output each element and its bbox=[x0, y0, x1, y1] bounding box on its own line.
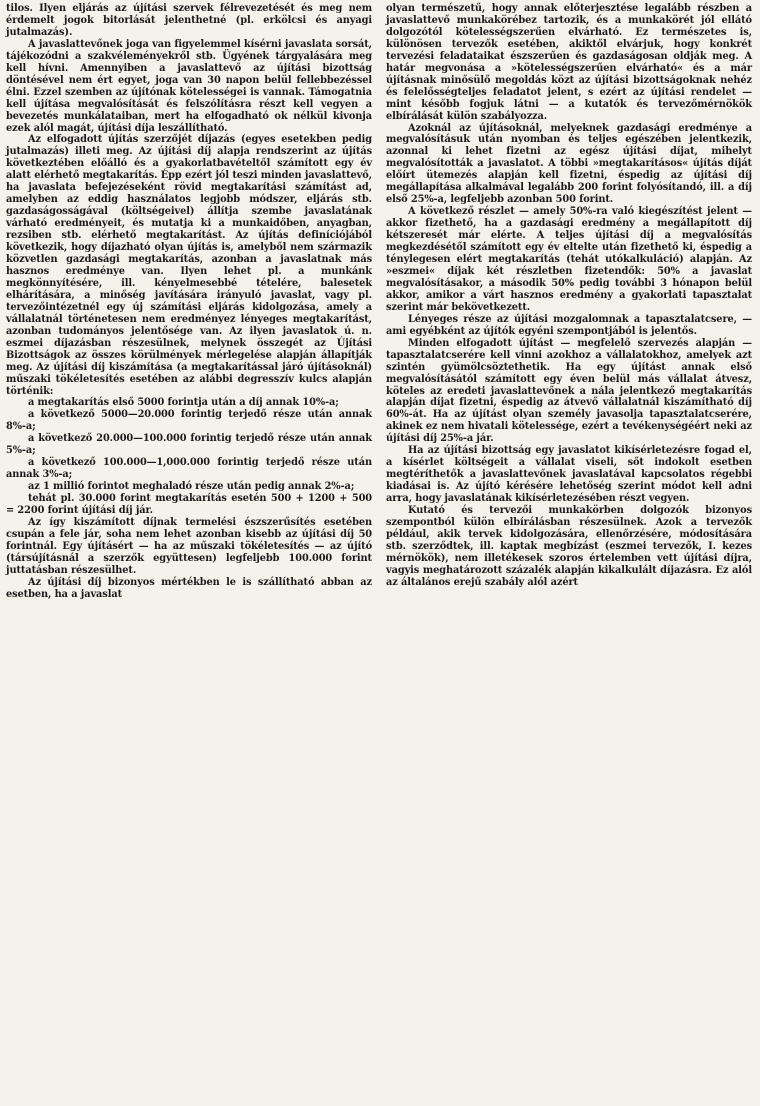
paragraph: a következő 5000—20.000 forintig terjedő része után annak 8%-a; bbox=[6, 409, 372, 433]
paragraph: tehát pl. 30.000 forint megtakarítás esetén 500 + 1200 + 500 = 2200 forint újítási díj jár. bbox=[6, 493, 372, 517]
paragraph: Az így kiszámított díjnak termelési észszerűsítés esetében csupán a fele jár, soha nem lehet azonban kisebb az újítási díj 50 forintnál. Egy újításért — ha az műszaki tökéletesítés — az újító (társújításnál a szerzők együttesen) legfeljebb 100.000 forint juttatásban részesülhet. bbox=[6, 516, 372, 576]
right-column bbox=[386, 3, 752, 1106]
paragraph: Minden elfogadott újítást — megfelelő szervezés alapján — tapasztalatcserére kell vinni azokhoz a vállalatokhoz, amelyek azt szintén gyümölcsöztethetik. Ha egy újítást annak első megvalósításától számított egy éven belül más vállalat átvesz, köteles az eredeti javaslattevőnek a nála jelentkező megtakarítás alapján díjat fizetni, éspedig az átvevő vállalatnál kiszámítható díj 60%-át. Ha az újítást olyan személy javasolja tapasztalatcserére, akinek ez nem hivatali kötelessége, ezért a tevékenységéért neki az újítási díj 25%-a jár. bbox=[386, 337, 752, 445]
paragraph: Kutató és tervezői munkakörben dolgozók bizonyos szempontból külön elbírálásban részesülnek. Azok a tervezők például, akik tervek kidolgozására, ellenőrzésére, módosítására stb. szerződtek, ill. kaptak megbízást (eszmei tervezők, I. kezes mérnökök), nem illetékesek szoros értelemben vett újítási díjra, vagyis meghatározott százalék alapján kikalkulált díjazásra. Ez alól az általános erejű szabály alól azért bbox=[386, 505, 752, 588]
paragraph: Az újítási díj bizonyos mértékben le is szállítható abban az esetben, ha a javaslat bbox=[6, 576, 372, 600]
paragraph: a következő 100.000—1,000.000 forintig terjedő része után annak 3%-a; bbox=[6, 457, 372, 481]
paragraph: a megtakarítás első 5000 forintja után a díj annak 10%-a; bbox=[28, 397, 339, 409]
paragraph: Lényeges része az újítási mozgalomnak a tapasztalatcsere, — ami egyébként az újítók egyéni szempontjából is jelentős. bbox=[386, 313, 752, 337]
paragraph: tilos. Ilyen eljárás az újítási szervek félrevezetését és meg nem érdemelt jogok bitorlását jelenthetné (pl. erkölcsi és anyagi jutalmazás). bbox=[6, 3, 372, 38]
paragraph: Ha az újítási bizottság egy javaslatot kikísérletezésre fogad el, a kísérlet költségeit a vállalat viseli, sőt indokolt esetben megtéríthetők a javaslattevőnek javaslatával kapcsolatos régebbi kiadásai is. Az újító kérésére lehetőség szerint módot kell adni arra, hogy javaslatának kikísérletezésében részt vegyen. bbox=[386, 445, 752, 505]
paragraph: a következő 20.000—100.000 forintig terjedő része után annak 5%-a; bbox=[6, 433, 372, 457]
paragraph: Azoknál az újításoknál, melyeknek gazdasági eredménye a megvalósításuk után nyomban és teljes egészében jelentkezik, azonnal ki lehet fizetni az egész újítási díjat, mihelyt megvalósították a javaslatot. A többi »megtakarításos« újítás díját előírt ütemezés alapján kell fizetni, éspedig az újítási díj megállapítása alkalmával legalább 200 forint folyósítandó, ill. a díj első 25%-a, legfeljebb azonban 500 forint. bbox=[386, 122, 752, 206]
paragraph: A javaslattevőnek joga van figyelemmel kísérni javaslata sorsát, tájékozódni a szakvéleményekről stb. Ügyének tárgyalására meg kell hívni. Amennyiben a javaslattevő az újítási bizottság döntésével nem ért egyet, joga van 30 napon belül fellebbezéssel élni. Ezzel szemben az újítónak kötelességei is vannak. Támogatnia kell újítása megvalósítását és felszólításra részt kell vegyen a bevezetés munkálataiban, mert ha elfogadható ok nélkül kivonja ezek alól magát, újítási díja leszállítható. bbox=[6, 38, 372, 134]
paragraph: olyan természetű, hogy annak előterjesztése legalább részben a javaslattevő munkakörébez tartozik, és a munkakörét jól ellátó dolgozótól kötelességszerűen elvárható. Ez természetes is, különösen tervezők esetében, akiktől elvárjuk, hogy konkrét tervezési feladataikat észszerűen és gazdaságosan oldják meg. A határ megvonása a »kötelességszerűen elvárható« és a már újításnak minősülő megoldás közt az újítási bizottságoknak nehéz és felelősségteljes feladatot jelent, s ezért az újítási rendelet — mint később fogjuk látni — a kutatók és tervezőmérnökök elbírálását külön szabályozza. bbox=[386, 3, 752, 122]
paragraph: az 1 millió forintot meghaladó része után pedig annak 2%-a; bbox=[28, 481, 355, 493]
paragraph: Az elfogadott újítás szerzőjét díjazás (egyes esetekben pedig jutalmazás) illeti meg. Az újítási díj alapja rendszerint az újítás következtében előálló és a gyakorlatbavételtől számított egy év alatt elérhető megtakarítás. Épp ezért jól teszi minden javaslattevő, ha javaslata befejezéseként rövid megtakarítási számítást ad, amelyben az eddig használatos legjobb módszer, eljárás stb. gazdaságosságával (költségeivel) állítja szembe javaslatának várható eredményeit, és mutatja ki a munkaidőben, anyagban, rezsiben stb. elérhető megtakarítást. Az újítás definíciójából következik, hogy díjazható olyan újítás is, amelyből nem származik közvetlen gazdasági megtakarítás, azonban a javaslatnak más hasznos eredménye van. Ilyen lehet pl. a munkánk megkönnyítésére, ill. kényelmesebbé tételére, balesetek elhárítására, a minőség javítására irányuló javaslat, vagy pl. tervezőintézetnél egy új számítási eljárás kidolgozása, amely a vállalatnál történetesen nem eredményez lényeges megtakarítást, azonban tudományos jelentősége van. Az ilyen javaslatok ú. n. eszmei díjazásban részesülnek, melynek összegét az Újítási Bizottságok az összes körülmények mérlegelése alapján állapítják meg. Az újítási díj kiszámítása (a megtakarítással járó újításoknál) műszaki tökéletesítés esetében az alábbi degresszív kulcs alapján történik: bbox=[6, 134, 372, 397]
left-column bbox=[6, 3, 372, 1106]
paragraph: A következő részlet — amely 50%-ra való kiegészítést jelent — akkor fizethető, ha a gazdasági eredmény a megállapított díj kétszeresét már elérte. A teljes újítási díj a megvalósítás megkezdésétől számított egy év eltelte után fizethető ki, éspedig a ténylegesen elért megtakarítás (tehát utókalkuláció) alapján. Az »eszmei« díjak két részletben fizetendők: 50% a javaslat megvalósításakor, a második 50% pedig további 3 hónapon belül akkor, amikor a várt hasznos eredmény a gyakorlati tapasztalat szerint már bekövetkezett. bbox=[386, 206, 752, 313]
